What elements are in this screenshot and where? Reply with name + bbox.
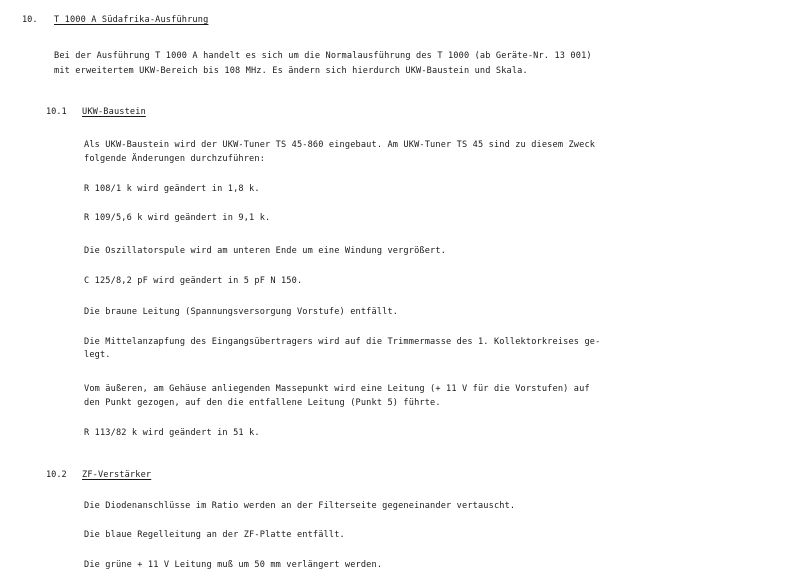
section-10-2-paragraph-1: Die Diodenanschlüsse im Ratio werden an der Filterseite gegeneinander vertauscht. xyxy=(84,501,516,511)
section-10-1-intro-line-1: Als UKW-Baustein wird der UKW-Tuner TS 45-860 eingebaut. Am UKW-Tuner TS 45 sind zu diesem Zweck xyxy=(84,140,596,150)
section-10-1-number: 10.1 xyxy=(46,107,67,117)
section-10-1-paragraph-6-line-1: Die Mittelanzapfung des Eingangsübertragers wird auf die Trimmermasse des 1. Kollektorkreises ge- xyxy=(84,337,601,347)
section-10-2-number: 10.2 xyxy=(46,470,67,480)
section-10-1-paragraph-5: Die braune Leitung (Spannungsversorgung Vorstufe) entfällt. xyxy=(84,307,399,317)
section-10-title: T 1000 A Südafrika-Ausführung xyxy=(54,15,209,25)
section-10-1-intro-line-2: folgende Änderungen durchzuführen: xyxy=(84,154,266,164)
section-10-1-paragraph-8: R 113/82 k wird geändert in 51 k. xyxy=(84,428,260,438)
section-10-1-paragraph-7-line-2: den Punkt gezogen, auf den die entfallene Leitung (Punkt 5) führte. xyxy=(84,398,441,408)
section-10-1-paragraph-2: R 109/5,6 k wird geändert in 9,1 k. xyxy=(84,213,271,223)
section-10-2-paragraph-2: Die blaue Regelleitung an der ZF-Platte entfällt. xyxy=(84,530,345,540)
section-10-1-paragraph-6-line-2: legt. xyxy=(84,350,111,360)
section-10-1-paragraph-4: C 125/8,2 pF wird geändert in 5 pF N 150. xyxy=(84,276,303,286)
section-10-1-title: UKW-Baustein xyxy=(82,107,146,117)
section-10-2-paragraph-3: Die grüne + 11 V Leitung muß um 50 mm verlängert werden. xyxy=(84,560,383,570)
section-10-number: 10. xyxy=(22,15,38,25)
section-10-1-paragraph-7-line-1: Vom äußeren, am Gehäuse anliegenden Massepunkt wird eine Leitung (+ 11 V für die Vorstufen) auf xyxy=(84,384,590,394)
section-10-line-2: mit erweitertem UKW-Bereich bis 108 MHz. Es ändern sich hierdurch UKW-Baustein und Skala. xyxy=(54,66,528,76)
section-10-2-title: ZF-Verstärker xyxy=(82,470,152,480)
section-10-1-paragraph-1: R 108/1 k wird geändert in 1,8 k. xyxy=(84,184,260,194)
section-10-line-1: Bei der Ausführung T 1000 A handelt es sich um die Normalausführung des T 1000 (ab Geräte-Nr. 13 001) xyxy=(54,51,592,61)
section-10-1-paragraph-3: Die Oszillatorspule wird am unteren Ende um eine Windung vergrößert. xyxy=(84,246,447,256)
